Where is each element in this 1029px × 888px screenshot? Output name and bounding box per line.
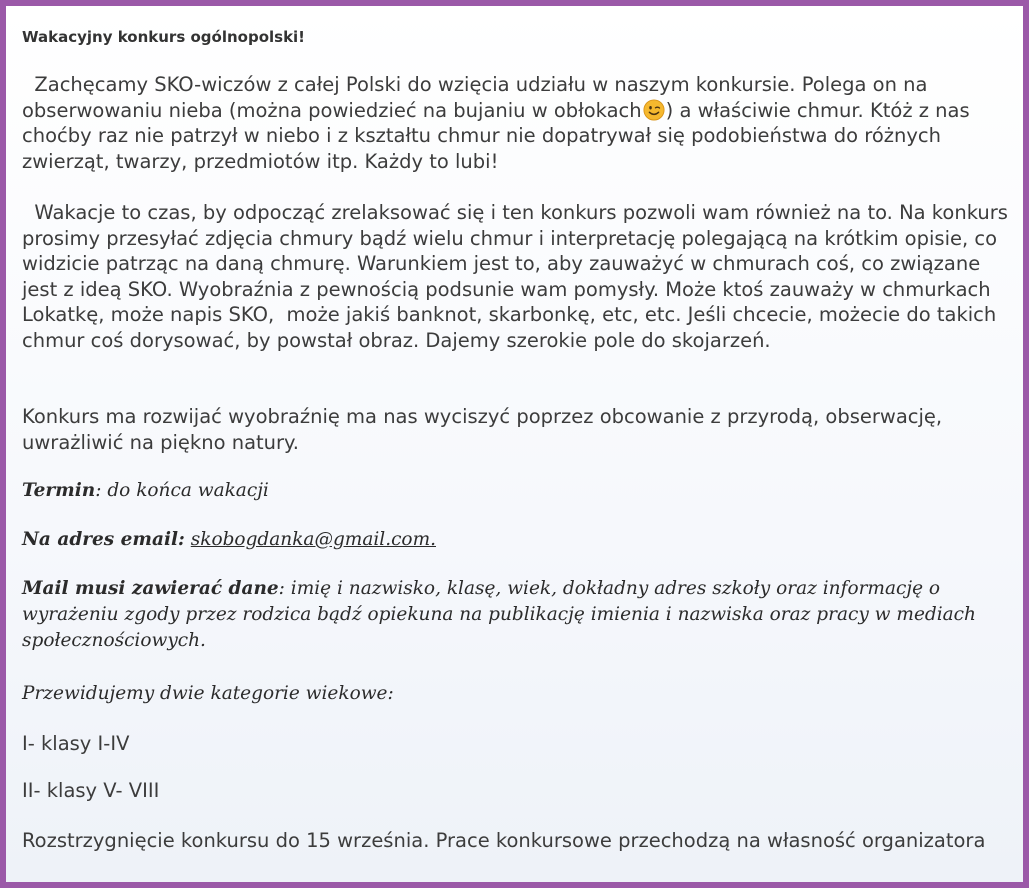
category-1: I- klasy I-IV: [22, 732, 130, 755]
intro-text-end: ) a właściwie chmur. Któż z nas choćby raz nie patrzył w niebo i z kształtu chmur nie dopatrywał się podobieństwa do różnych zwierząt, twarzy, przedmiotów itp. Każdy to lubi!: [22, 98, 976, 173]
winking-face-icon: [643, 99, 665, 121]
mail-requirements: [22, 576, 1016, 654]
email-label: Na adres email:: [22, 529, 185, 550]
category-2: II- klasy V- VIII: [22, 779, 160, 802]
mail-requirements-label: Mail musi zawierać dane: [22, 578, 279, 599]
rules-paragraph: Wakacje to czas, by odpocząć zrelaksować się i ten konkurs pozwoli wam również na to. Na konkurs prosimy przesyłać zdjęcia chmury bądź wielu chmur i interpretację polegającą na krótkim opisie, co widzicie patrząc na daną chmurę. Warunkiem jest to, aby zauważyć w chmurach coś, co związane jest z ideą SKO. Wyobraźnia z pewnością podsunie wam pomysły. Może ktoś zauważy w chmurkach Lokatkę, może napis SKO, może jakiś banknot, skarbonkę, etc, etc. Jeśli chcecie, możecie do takich chmur coś dorysować, by powstał obraz. Dajemy szerokie pole do skojarzeń.: [22, 201, 1015, 352]
deadline-line: [22, 478, 1016, 504]
intro-text-start: Zachęcamy SKO-wiczów z całej Polski do wzięcia udziału w naszym konkursie. Polega on na obserwowaniu nieba (można powiedzieć na bujaniu w obłokach: [22, 73, 934, 122]
categories-intro: Przewidujemy dwie kategorie wiekowe:: [22, 683, 394, 704]
intro-paragraph: [22, 72, 1016, 174]
deadline-value: : do końca wakacji: [95, 480, 269, 501]
announcement-title: Wakacyjny konkurs ogólnopolski!: [22, 28, 306, 46]
mail-requirements-text: : imię i nazwisko, klasę, wiek, dokładny adres szkoły oraz informację o wyrażeniu zgody przez rodzica bądź opiekuna na publikację imienia i nazwiska oraz pracy w mediach społecznościowych.: [22, 578, 976, 651]
deadline-label: Termin: [22, 480, 96, 501]
email-link[interactable]: skobogdanka@gmail.com.: [190, 529, 436, 550]
goal-paragraph: Konkurs ma rozwijać wyobraźnię ma nas wyciszyć poprzez obcowanie z przyrodą, obserwację, uwrażliwić na piękno natury.: [22, 405, 943, 454]
closing-paragraph: Rozstrzygnięcie konkursu do 15 września. Prace konkursowe przechodzą na własność organizatora: [22, 829, 986, 852]
email-line: [22, 527, 1016, 553]
